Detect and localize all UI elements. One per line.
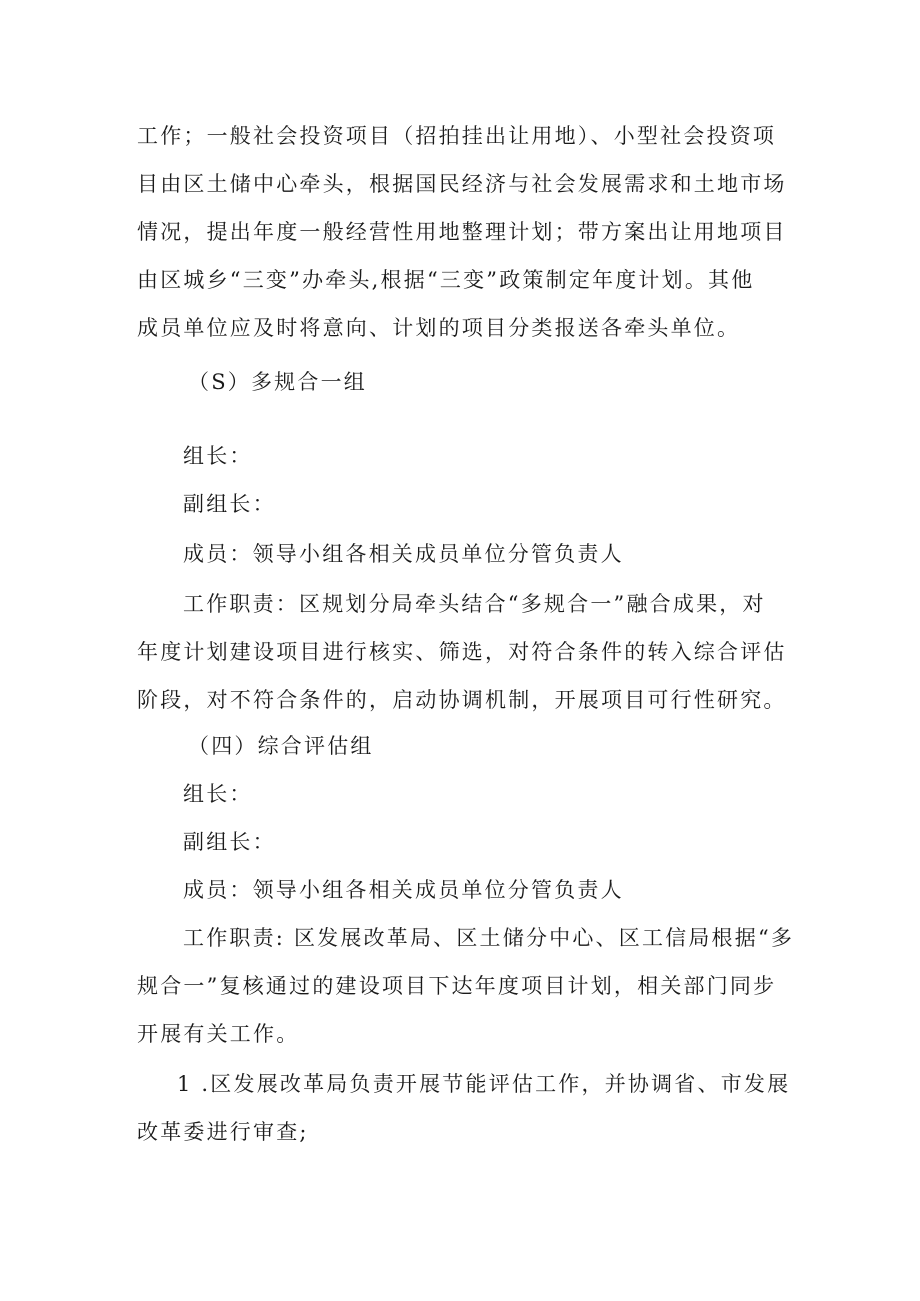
group-deputy-label: 副组长： <box>183 830 276 854</box>
group-leader-label: 组长： <box>183 782 253 806</box>
section-heading-assessment: （四）综合评估组 <box>188 734 374 758</box>
text-line: 规合一”复核通过的建设项目下达年度项目计划，相关部门同步 <box>137 974 777 998</box>
text-line: 由区城乡“三变”办牵头,根据“三变”政策制定年度计划。其他 <box>137 268 755 292</box>
text-line: 工作；一般社会投资项目（招拍挂出让用地）、小型社会投资项 <box>137 124 777 148</box>
text-line: 情况，提出年度一般经营性用地整理计划；带方案出让用地项目 <box>137 220 787 244</box>
paragraph-item-1 <box>137 1060 789 1156</box>
group-members-line: 成员：领导小组各相关成员单位分管负责人 <box>183 878 624 902</box>
paragraph-multi-plan-duties <box>137 580 789 724</box>
paragraph-assessment-duties <box>137 914 795 1058</box>
text-line: 1 .区发展改革局负责开展节能评估工作，并协调省、市发展 <box>177 1072 791 1096</box>
text-line: 开展有关工作。 <box>137 1022 300 1046</box>
section-heading-multi-plan: （S）多规合一组 <box>188 370 367 394</box>
group-deputy-label: 副组长： <box>183 492 276 516</box>
paragraph-project-lead <box>137 112 789 352</box>
text-line: 改革委进行审查; <box>137 1120 309 1144</box>
text-line: 目由区土储中心牵头，根据国民经济与社会发展需求和土地市场 <box>137 172 787 196</box>
group-leader-label: 组长： <box>183 444 253 468</box>
text-line: 阶段，对不符合条件的，启动协调机制，开展项目可行性研究。 <box>137 688 787 712</box>
group-members-line: 成员：领导小组各相关成员单位分管负责人 <box>183 542 624 566</box>
text-line: 工作职责: 区发展改革局、区土储分中心、区工信局根据“多 <box>183 926 795 950</box>
text-line: 成员单位应及时将意向、计划的项目分类报送各牵头单位。 <box>137 316 741 340</box>
text-line: 年度计划建设项目进行核实、筛选，对符合条件的转入综合评估 <box>137 640 787 664</box>
text-line: 工作职责：区规划分局牵头结合“多规合一”融合成果，对 <box>183 592 766 616</box>
